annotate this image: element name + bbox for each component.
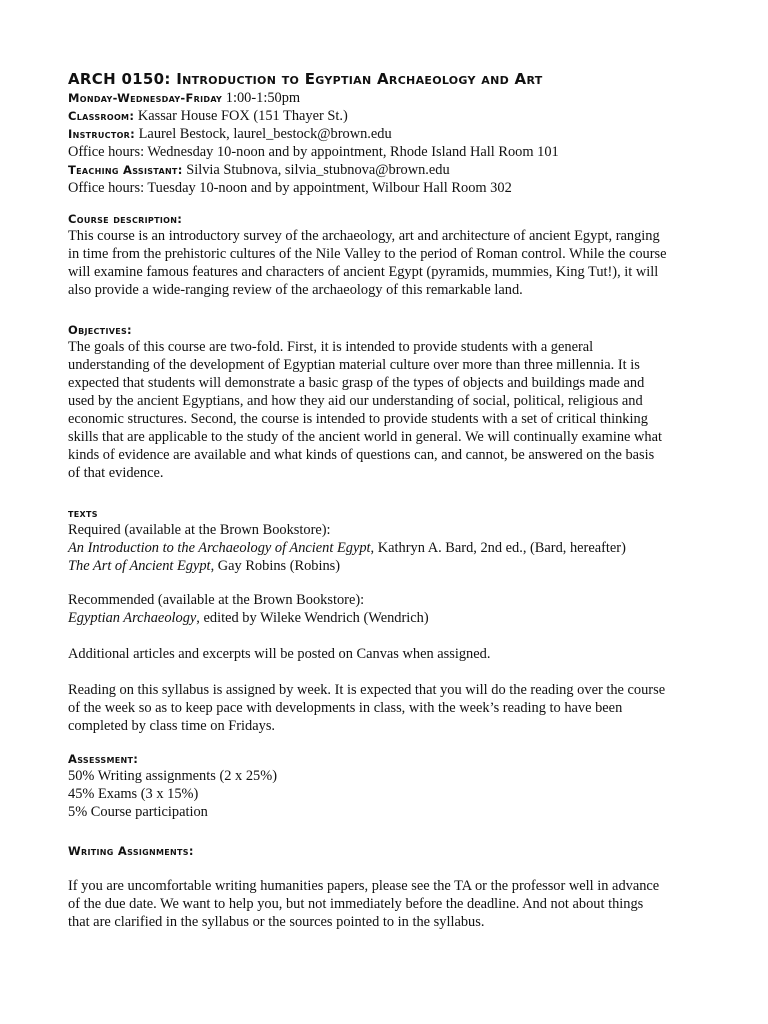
paragraph-line: of that evidence. [68,465,164,481]
instructor-office-hours: Office hours: Wednesday 10-noon and by appointment, Rhode Island Hall Room 101 [68,144,559,160]
required-text-item [68,557,708,575]
ta-label: Teaching Assistant: [68,163,183,177]
ta-value: Silvia Stubnova, silvia_stubnova@brown.edu [182,162,450,178]
paragraph-line: also provide a wide-ranging review of the archaeology of this remarkable land. [68,282,523,298]
instructor-line [68,125,708,143]
paragraph-line: This course is an introductory survey of the archaeology, art and architecture of ancient Egypt, ranging [68,228,660,244]
additional-readings-note [68,645,708,663]
paragraph-line: skills that are applicable to the study of the ancient world in general. We will continually examine what [68,429,663,445]
writing-assignments-heading: Writing Assignments: [68,844,194,858]
paragraph-line: Reading on this syllabus is assigned by week. It is expected that you will do the reading over the course [68,682,666,698]
schedule-label: Monday-Wednesday-Friday [68,91,223,105]
course-description-section [68,211,708,299]
schedule-value: 1:00-1:50pm [222,90,301,106]
texts-section [68,505,708,575]
paragraph-line: understanding of the development of Egyptian material culture over more than three millennia. It is [68,357,640,373]
schedule-line [68,89,708,107]
paragraph-line: If you are uncomfortable writing humanities papers, please see the TA or the professor well in advance [68,878,660,894]
assessment-item: 45% Exams (3 x 15%) [68,786,199,802]
course-description-heading: Course description: [68,212,183,226]
paragraph-line: in time from the prehistoric cultures of the Nile Valley to the period of Roman control. While the course [68,246,667,262]
assessment-heading: Assessment: [68,752,139,766]
recommended-text-item [68,609,708,627]
required-text-item [68,539,708,557]
course-header [68,69,708,197]
recommended-texts [68,591,708,627]
writing-assignments-text [68,877,708,931]
texts-heading: texts [68,506,98,520]
classroom-line [68,107,708,125]
objectives-heading: Objectives: [68,323,132,337]
writing-assignments-section [68,843,708,859]
classroom-value: Kassar House FOX (151 Thayer St.) [134,108,348,124]
ta-office-hours: Office hours: Tuesday 10-noon and by appointment, Wilbour Hall Room 302 [68,180,512,196]
paragraph-line: kinds of evidence are available and what kinds of questions can, and cannot, be answered on the basis [68,447,655,463]
instructor-value: Laurel Bestock, laurel_bestock@brown.edu [135,126,392,142]
book-title: Egyptian Archaeology [68,610,197,626]
book-title: An Introduction to the Archaeology of Ancient Egypt [68,540,371,556]
paragraph-line: The goals of this course are two-fold. First, it is intended to provide students with a general [68,339,594,355]
classroom-label: Classroom: [68,109,135,123]
assessment-item: 50% Writing assignments (2 x 25%) [68,768,277,784]
paragraph-line: expected that students will demonstrate a basic grasp of the types of objects and buildings made and [68,375,645,391]
paragraph-line: of the due date. We want to help you, but not immediately before the deadline. And not about things [68,896,644,912]
required-intro: Required (available at the Brown Bookstore): [68,522,331,538]
assessment-section [68,751,708,821]
book-details: , Gay Robins (Robins) [210,558,341,574]
paragraph-line: of the week so as to keep pace with developments in class, with the week’s reading to have been [68,700,623,716]
book-details: , edited by Wileke Wendrich (Wendrich) [196,610,429,626]
recommended-intro: Recommended (available at the Brown Bookstore): [68,592,365,608]
objectives-section [68,322,708,482]
paragraph-line: used by the ancient Egyptians, and how they aid our understanding of social, political, religious and [68,393,643,409]
reading-policy [68,681,708,735]
instructor-label: Instructor: [68,127,136,141]
paragraph-line: economic structures. Second, the course is intended to provide students with a set of critical thinking [68,411,648,427]
paragraph-line: completed by class time on Fridays. [68,718,276,734]
paragraph-line: that are clarified in the syllabus or the sources pointed to in the syllabus. [68,914,485,930]
assessment-item: 5% Course participation [68,804,208,820]
book-details: , Kathryn A. Bard, 2nd ed., (Bard, hereafter) [370,540,626,556]
book-title: The Art of Ancient Egypt [68,558,211,574]
ta-line [68,161,708,179]
course-title: ARCH 0150: Introduction to Egyptian Archaeology and Art [68,70,543,88]
additional-note: Additional articles and excerpts will be posted on Canvas when assigned. [68,646,491,662]
paragraph-line: will examine famous features and characters of ancient Egypt (pyramids, mummies, King Tut!), it will [68,264,659,280]
